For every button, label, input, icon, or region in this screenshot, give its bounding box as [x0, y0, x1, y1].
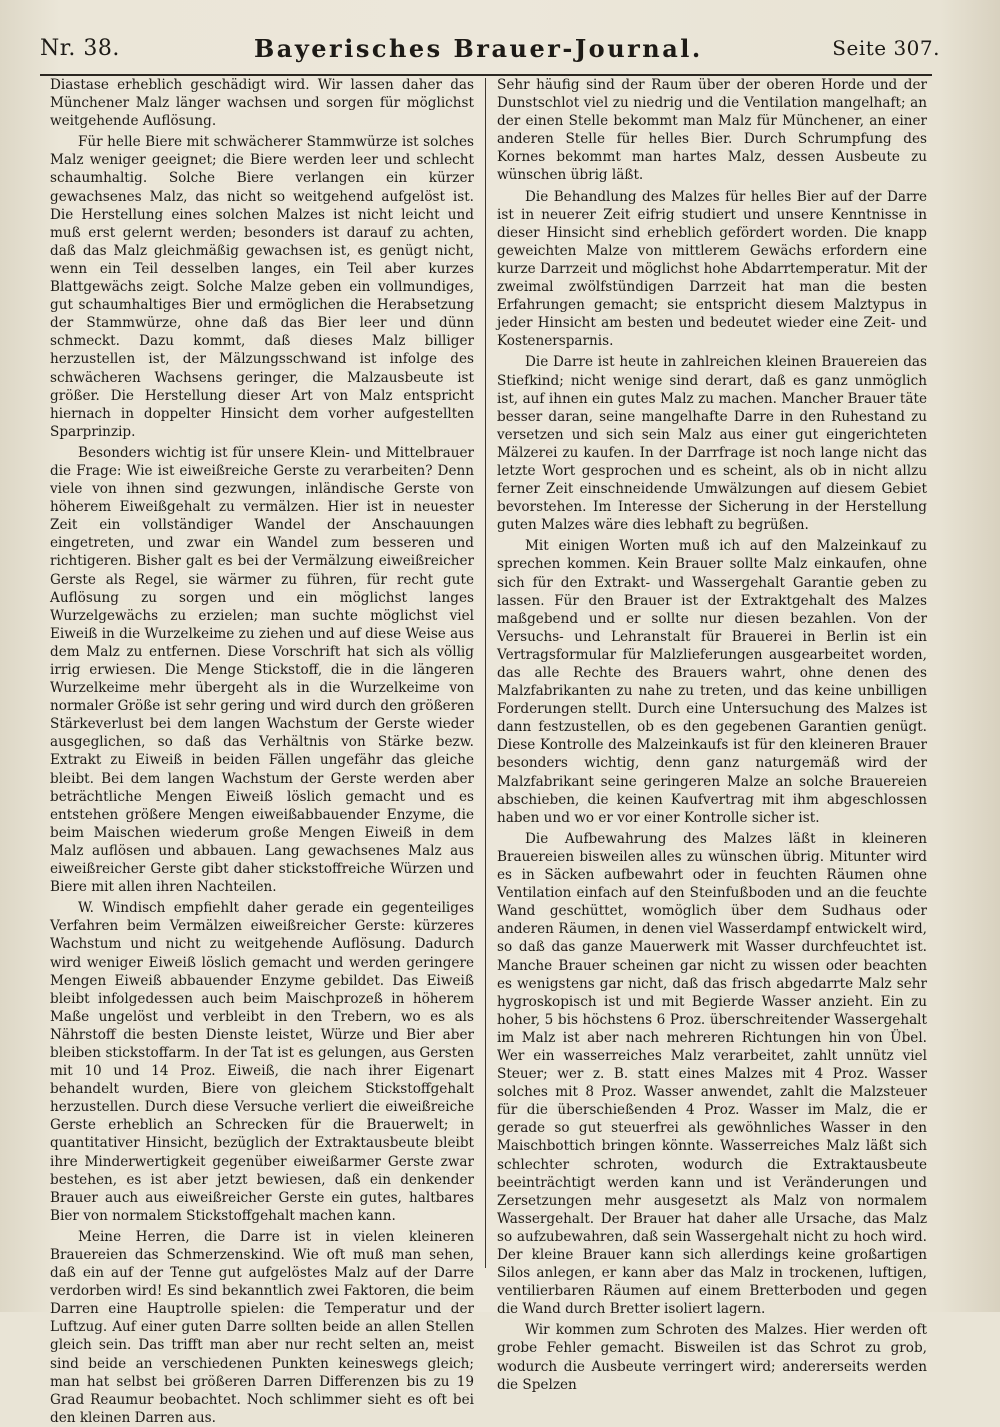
page-header: [40, 30, 940, 70]
paragraph: Die Behandlung des Malzes für helles Bier auf der Darre ist in neuerer Zeit eifrig studiert und unsere Kenntnisse in dieser Hinsicht sind erheblich gefördert worden. Die knapp geweichten Malze von mittlerem Gewächs erfordern eine kurze Darrzeit und möglichst hohe Abdarrtemperatur. Mit der zweimal zwölfstündigen Darrzeit hat man die besten Erfahrungen gemacht; sie entspricht diesem Malztypus in jeder Hinsicht am besten und bedeutet wieder eine Zeit- und Kostenersparnis.: [497, 188, 927, 350]
issue-number: Nr. 38.: [40, 36, 120, 61]
paragraph: Besonders wichtig ist für unsere Klein- und Mittelbrauer die Frage: Wie ist eiweißreiche Gerste zu verarbeiten? Denn viele von ihnen sind gezwungen, inländische Gerste von höherem Eiweißgehalt zu vermälzen. Hier ist in neuester Zeit ein vollständiger Wandel der Anschauungen eingetreten, und zwar ein Wandel zum besseren und richtigeren. Bisher galt es bei der Vermälzung eiweißreicher Gerste als Regel, sie wärmer zu führen, für recht gute Auflösung zu sorgen und ein möglichst langes Wurzelgewächs zu erzielen; man suchte möglichst viel Eiweiß in die Wurzelkeime zu ziehen und auf diese Weise aus dem Malz zu entfernen. Diese Vorschrift hat sich als völlig irrig erwiesen. Die Menge Stickstoff, die in die längeren Wurzelkeime mehr übergeht als in die Wurzelkeime von normaler Größe ist sehr gering und wird durch den größeren Stärkeverlust bei dem langen Wachstum der Gerste wieder ausgeglichen, so daß das Verhältnis von Stärke bezw. Extrakt zu Eiweiß in beiden Fällen ungefähr das gleiche bleibt. Bei dem langen Wachstum der Gerste werden aber beträchtliche Mengen Eiweiß löslich gemacht und es entstehen größere Mengen eiweißabbauender Enzyme, die beim Maischen wiederum große Mengen Eiweiß in dem Malz auflösen und abbauen. Lang gewachsenes Malz aus eiweißreicher Gerste gibt daher stickstoffreiche Würzen und Biere mit allen ihren Nachteilen.: [50, 444, 475, 896]
right-column: [497, 76, 927, 1393]
paragraph: Die Aufbewahrung des Malzes läßt in kleineren Brauereien bisweilen alles zu wünschen übrig. Mitunter wird es in Säcken aufbewahrt oder in feuchten Räumen ohne Ventilation einfach auf den Steinfußboden und an die feuchte Wand geschüttet, womöglich über dem Sudhaus oder anderen Räumen, in denen viel Wasserdampf entwickelt wird, so daß das ganze Mauerwerk mit Wasser durchfeuchtet ist. Manche Brauer scheinen gar nicht zu wissen oder beachten es wenigstens gar nicht, daß das frisch abgedarrte Malz sehr hygroskopisch ist und mit Begierde Wasser anzieht. Ein zu hoher, 5 bis höchstens 6 Proz. überschreitender Wassergehalt im Malz ist aber nach mehreren Richtungen hin von Übel. Wer ein wasserreiches Malz verarbeitet, zahlt unnütz viel Steuer; wer z. B. statt eines Malzes mit 4 Proz. Wasser solches mit 8 Proz. Wasser anwendet, zahlt die Malzsteuer für die überschießenden 4 Proz. Wasser im Malz, die er gerade so gut steuerfrei als gewöhnliches Wasser in den Maischbottich bringen könnte. Wasserreiches Malz läßt sich schlechter schroten, wodurch die Extraktausbeute beeinträchtigt werden kann und ist Veränderungen und Zersetzungen mehr ausgesetzt als Malz von normalem Wassergehalt. Der Brauer hat daher alle Ursache, das Malz so aufzubewahren, daß sein Wassergehalt nicht zu hoch wird. Der kleine Brauer kann sich allerdings keine großartigen Silos anlegen, er kann aber das Malz in trockenen, luftigen, ventilierbaren Räumen auf einem Bretterboden und gegen die Wand durch Bretter isoliert lagern.: [497, 830, 927, 1318]
paragraph: Mit einigen Worten muß ich auf den Malzeinkauf zu sprechen kommen. Kein Brauer sollte Malz einkaufen, ohne sich für den Extrakt- und Wassergehalt Garantie geben zu lassen. Für den Brauer ist der Extraktgehalt des Malzes maßgebend und er sollte nur diesen bezahlen. Von der Versuchs- und Lehranstalt für Brauerei in Berlin ist ein Vertragsformular für Malzlieferungen ausgearbeitet worden, das alle Rechte des Brauers wahrt, ohne denen des Malzfabrikanten zu nahe zu treten, und das keine unbilligen Forderungen stellt. Durch eine Untersuchung des Malzes ist dann festzustellen, ob es den gegebenen Garantien genügt. Diese Kontrolle des Malzeinkaufs ist für den kleineren Brauer besonders wichtig, denn ganz naturgemäß wird der Malzfabrikant seine geringeren Malze an solche Brauereien abschieben, die keinen Kaufvertrag mit ihm abgeschlossen haben und wo er vor einer Kontrolle sicher ist.: [497, 538, 927, 826]
paragraph: Wir kommen zum Schroten des Malzes. Hier werden oft grobe Fehler gemacht. Bisweilen ist das Schrot zu grob, wodurch die Ausbeute verringert wird; andererseits werden die Spelzen: [497, 1322, 927, 1393]
paragraph: Diastase erheblich geschädigt wird. Wir lassen daher das Münchener Malz länger wachsen und sorgen für möglichst weitgehende Auflösung.: [50, 77, 474, 130]
journal-title: Bayerisches Brauer-Journal.: [254, 34, 703, 63]
column-divider: [485, 78, 486, 1268]
paragraph: Meine Herren, die Darre ist in vielen kleineren Brauereien das Schmerzenskind. Wie oft muß man sehen, daß ein auf der Tenne gut aufgelöstes Malz auf der Darre verdorben wird! Es sind bekanntlich zwei Faktoren, die beim Darren eine Hauptrolle spielen: die Temperatur und der Luftzug. Auf einer guten Darre sollten beide an allen Stellen gleich sein. Das trifft man aber nur recht selten an, meist sind beide an verschiedenen Punkten keineswegs gleich; man hat selbst bei größeren Darren Differenzen bis zu 19 Grad Reaumur beobachtet. Noch schlimmer sieht es oft bei den kleinen Darren aus.: [50, 1228, 474, 1426]
left-column: [50, 76, 475, 1426]
paragraph: W. Windisch empfiehlt daher gerade ein gegenteiliges Verfahren beim Vermälzen eiweißreicher Gerste: kürzeres Wachstum und nicht zu weitgehende Auflösung. Dadurch wird weniger Eiweiß löslich gemacht und werden geringere Mengen Eiweiß abbauender Enzyme gebildet. Das Eiweiß bleibt infolgedessen auch beim Maischprozeß in höherem Maße ungelöst und verbleibt in den Trebern, wo es als Nährstoff die besten Dienste leistet, Würze und Bier aber bleiben stickstoffarm. In der Tat ist es gelungen, aus Gersten mit 10 und 14 Proz. Eiweiß, die nach ihrer Eigenart behandelt wurden, Biere von gleichem Stickstoffgehalt herzustellen. Durch diese Versuche verliert die eiweißreiche Gerste erheblich an Schrecken für die Brauerwelt; in quantitativer Hinsicht, bezüglich der Extraktausbeute bleibt ihre Minderwertigkeit gegenüber eiweißarmer Gerste zwar bestehen, es ist aber jetzt bewiesen, daß ein denkender Brauer auch aus eiweißreicher Gerste ein gutes, haltbares Bier von normalem Stickstoffgehalt machen kann.: [50, 900, 474, 1224]
paragraph: Sehr häufig sind der Raum über der oberen Horde und der Dunstschlot viel zu niedrig und die Ventilation mangelhaft; an der einen Stelle bekommt man Malz für Münchener, an einer anderen Stelle für helles Bier. Durch Schrumpfung des Kornes bekommt man hartes Malz, dessen Ausbeute zu wünschen übrig läßt.: [497, 77, 927, 184]
paragraph: Für helle Biere mit schwächerer Stammwürze ist solches Malz weniger geeignet; die Biere werden leer und schlecht schaumhaltig. Solche Biere verlangen ein kürzer gewachsenes Malz, das nicht so weitgehend aufgelöst ist. Die Herstellung eines solchen Malzes ist nicht leicht und muß erst gelernt werden; besonders ist darauf zu achten, daß das Malz gleichmäßig gewachsen ist, es genügt nicht, wenn ein Teil desselben langes, ein Teil aber kurzes Blattgewächs zeigt. Solche Malze geben ein vollmundiges, gut schaumhaltiges Bier und ermöglichen die Herabsetzung der Stammwürze, ohne daß das Bier leer und dünn schmeckt. Dazu kommt, daß dieses Malz billiger herzustellen ist, der Mälzungsschwand ist infolge des schwächeren Wachsens geringer, die Malzausbeute ist größer. Die Herstellung dieser Art von Malz entspricht hiernach in doppelter Hinsicht dem vorher aufgestellten Sparprinzip.: [50, 134, 474, 440]
paragraph: Die Darre ist heute in zahlreichen kleinen Brauereien das Stiefkind; nicht wenige sind derart, daß es ganz unmöglich ist, auf ihnen ein gutes Malz zu machen. Mancher Brauer täte besser daran, seine mangelhafte Darre in den Ruhestand zu versetzen und sich sein Malz aus einer gut eingerichteten Mälzerei zu kaufen. In der Darrfrage ist noch lange nicht das letzte Wort gesprochen und es scheint, als ob in nicht allzu ferner Zeit einschneidende Umwälzungen auf diesem Gebiet bevorstehen. Im Interesse der Sicherung in der Herstellung guten Malzes wäre dies lebhaft zu begrüßen.: [497, 354, 927, 534]
page-number: Seite 307.: [832, 36, 940, 60]
